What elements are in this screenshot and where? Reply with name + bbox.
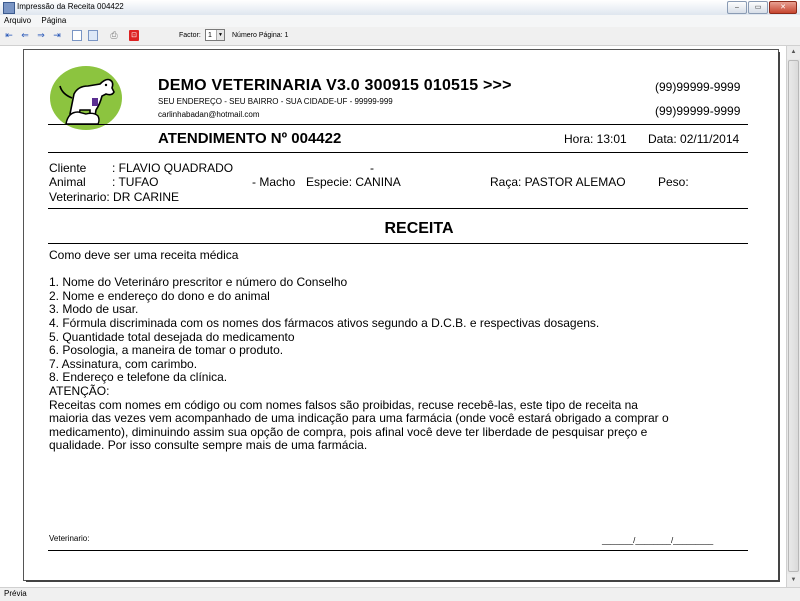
header-divider bbox=[48, 124, 748, 125]
first-page-icon[interactable]: ⇤ bbox=[5, 30, 13, 40]
body-line: 7. Assinatura, com carimbo. bbox=[49, 356, 198, 371]
receita-body bbox=[49, 249, 739, 453]
menu-bar bbox=[0, 15, 800, 27]
animal-species: Especie: CANINA bbox=[306, 175, 401, 189]
single-page-icon[interactable] bbox=[72, 30, 82, 41]
window-title: Impressão da Receita 004422 bbox=[17, 2, 124, 11]
menu-arquivo[interactable]: Arquivo bbox=[4, 16, 32, 25]
vertical-scrollbar[interactable] bbox=[786, 46, 800, 587]
clinic-address: SEU ENDEREÇO - SEU BAIRRO - SUA CIDADE-UF - 99999-999 bbox=[158, 97, 393, 106]
factor-label: Factor: bbox=[179, 32, 201, 39]
body-line: 3. Modo de usar. bbox=[49, 302, 139, 317]
next-page-icon[interactable]: ⇒ bbox=[37, 30, 45, 40]
page-number-label: Número Página: 1 bbox=[232, 32, 289, 39]
status-bar bbox=[0, 587, 800, 601]
pdf-export-icon[interactable]: ⊡ bbox=[129, 30, 139, 41]
window-controls bbox=[727, 1, 797, 13]
body-line: 5. Quantidade total desejada do medicamento bbox=[49, 329, 295, 344]
atendimento-time: Hora: 13:01 bbox=[564, 132, 627, 146]
clinic-phone-2: (99)99999-9999 bbox=[655, 104, 741, 118]
app-icon bbox=[3, 2, 15, 14]
body-line: 4. Fórmula discriminada com os nomes dos fármacos ativos segundo a D.C.B. e respectivas dosagens. bbox=[49, 315, 600, 330]
toolbar bbox=[0, 27, 800, 46]
body-line: medicamento), diminuindo assim sua opção de compra, pois afinal você deve ter liberdade de pesquisar preço e bbox=[49, 424, 648, 439]
info-divider bbox=[48, 208, 748, 209]
animal-sex: - Macho bbox=[252, 175, 296, 189]
body-line bbox=[49, 263, 739, 277]
cliente-dash: - bbox=[370, 161, 374, 175]
body-line: 8. Endereço e telefone da clínica. bbox=[49, 370, 228, 385]
clinic-phone-1: (99)99999-9999 bbox=[655, 80, 741, 94]
date-blank: _______/________/_________ bbox=[602, 536, 714, 545]
body-line: qualidade. Por isso consulte sempre mais de uma farmácia. bbox=[49, 438, 368, 453]
atendimento-date: Data: 02/11/2014 bbox=[648, 132, 740, 146]
title-bar bbox=[0, 0, 800, 16]
signature-label: Veterinario: bbox=[49, 534, 90, 543]
menu-pagina[interactable]: Página bbox=[41, 16, 67, 25]
scroll-up-icon[interactable]: ▲ bbox=[787, 46, 800, 59]
receita-divider bbox=[48, 243, 748, 244]
animal-weight: Peso: bbox=[658, 175, 689, 189]
clinic-email: carlinhabadan@hotmail.com bbox=[158, 110, 260, 119]
body-line: 1. Nome do Veterináro prescritor e número do Conselho bbox=[49, 275, 348, 290]
chevron-down-icon: ▼ bbox=[216, 30, 224, 40]
body-line: ATENÇÃO: bbox=[49, 383, 110, 398]
atendimento-number: ATENDIMENTO Nº 004422 bbox=[158, 130, 342, 147]
two-page-icon[interactable] bbox=[88, 30, 98, 41]
last-page-icon[interactable]: ⇥ bbox=[53, 30, 61, 40]
close-button[interactable]: ✕ bbox=[769, 1, 797, 14]
body-line: 2. Nome e endereço do dono e do animal bbox=[49, 288, 270, 303]
veterinario-line: Veterinario: DR CARINE bbox=[49, 190, 180, 204]
atendimento-divider bbox=[48, 152, 748, 153]
clinic-name: DEMO VETERINARIA V3.0 300915 010515 >>> bbox=[158, 77, 512, 94]
animal-label: Animal bbox=[49, 175, 86, 189]
cliente-label: Cliente bbox=[49, 161, 87, 175]
receita-title: RECEITA bbox=[384, 220, 454, 237]
body-line: Receitas com nomes em código ou com nomes falsos são proibidas, recuse recebê-las, este tipo de receita na bbox=[49, 397, 638, 412]
body-line: 6. Posologia, a maneira de tomar o produto. bbox=[49, 343, 284, 358]
previous-page-icon[interactable]: ⇐ bbox=[21, 30, 29, 40]
factor-select[interactable] bbox=[205, 29, 225, 41]
footer-divider bbox=[48, 550, 748, 551]
minimize-button[interactable]: – bbox=[727, 1, 747, 14]
body-line: maioria das vezes vem acompanhado de uma indicação para uma farmácia (onde você estará obrigado a comprar o bbox=[49, 411, 669, 426]
scroll-thumb[interactable] bbox=[788, 60, 799, 572]
factor-value: 1 bbox=[208, 32, 212, 39]
status-text: Prévia bbox=[4, 589, 27, 598]
animal-value: : TUFAO bbox=[112, 175, 159, 189]
animal-breed: Raça: PASTOR ALEMAO bbox=[490, 175, 626, 189]
body-line: Como deve ser uma receita médica bbox=[49, 248, 239, 262]
maximize-button[interactable]: ▭ bbox=[748, 1, 768, 14]
cliente-value: : FLAVIO QUADRADO bbox=[112, 161, 234, 175]
scroll-down-icon[interactable]: ▼ bbox=[787, 574, 800, 587]
printer-icon[interactable]: ⎙ bbox=[110, 30, 118, 40]
report-page bbox=[24, 50, 778, 580]
clinic-logo bbox=[48, 64, 128, 132]
